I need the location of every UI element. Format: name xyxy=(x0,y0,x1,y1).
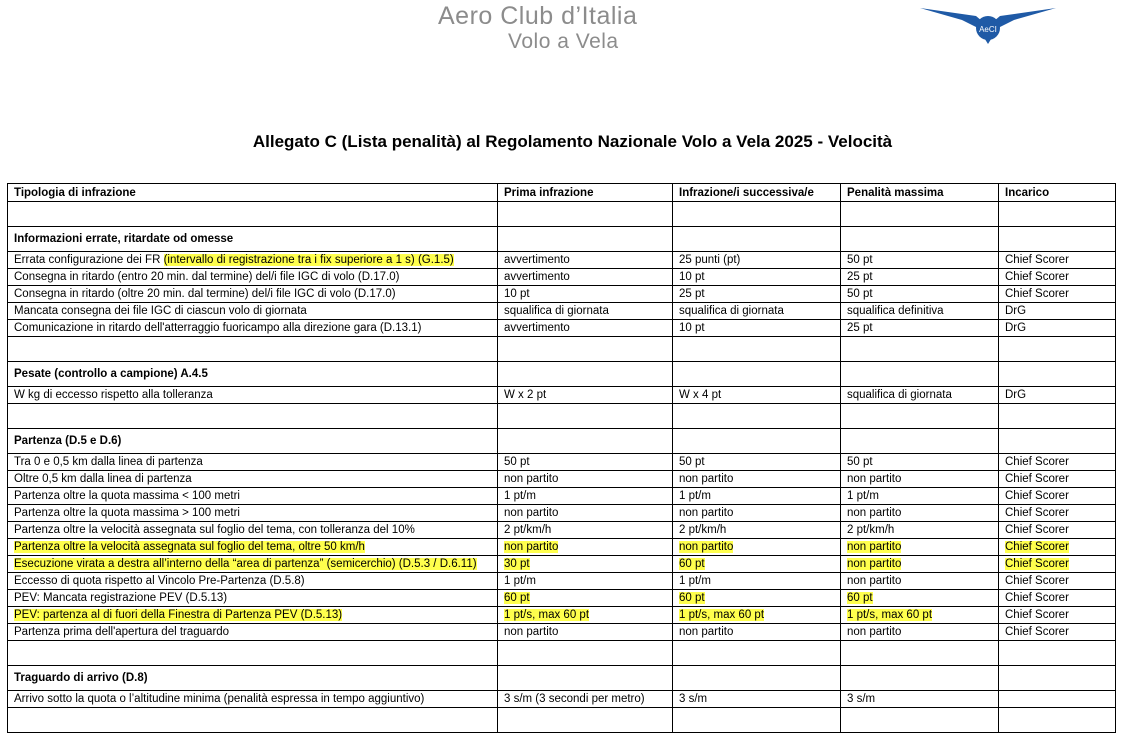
max-text: 50 pt xyxy=(847,456,873,468)
blank-cell xyxy=(673,708,841,733)
cell-role xyxy=(999,573,1116,590)
cell-role xyxy=(999,269,1116,286)
blank-cell xyxy=(498,337,673,362)
cell-infraction xyxy=(8,387,498,404)
next-text: non partito xyxy=(679,541,734,553)
cell-next xyxy=(673,573,841,590)
blank-cell xyxy=(498,404,673,429)
cell-next xyxy=(673,269,841,286)
infraction-text: PEV: Mancata registrazione PEV (D.5.13) xyxy=(14,592,228,604)
cell-first xyxy=(498,471,673,488)
blank-row xyxy=(8,641,1116,666)
next-text: non partito xyxy=(679,626,734,638)
cell-role xyxy=(999,303,1116,320)
section-title: Informazioni errate, ritardate od omesse xyxy=(8,227,498,252)
cell-first xyxy=(498,387,673,404)
max-text: 3 s/m xyxy=(847,693,876,705)
first-text: 3 s/m (3 secondi per metro) xyxy=(504,693,645,705)
cell-next xyxy=(673,320,841,337)
section-empty-cell xyxy=(673,666,841,691)
cell-next xyxy=(673,286,841,303)
cell-next xyxy=(673,590,841,607)
blank-cell xyxy=(999,641,1116,666)
first-text: avvertimento xyxy=(504,254,570,266)
infraction-text: Oltre 0,5 km dalla linea di partenza xyxy=(14,473,192,485)
section-empty-cell xyxy=(841,227,999,252)
cell-max xyxy=(841,539,999,556)
infraction-text: Mancata consegna dei file IGC di ciascun volo di giornata xyxy=(14,305,307,317)
role-text: Chief Scorer xyxy=(1005,575,1069,587)
infraction-text: Comunicazione in ritardo dell'atterraggio fuoricampo alla direzione gara (D.13.1) xyxy=(14,322,422,334)
cell-max xyxy=(841,471,999,488)
infraction-text: Partenza prima dell'apertura del traguardo xyxy=(14,626,230,638)
section-empty-cell xyxy=(498,666,673,691)
cell-next xyxy=(673,488,841,505)
max-text: non partito xyxy=(847,558,902,570)
cell-infraction xyxy=(8,624,498,641)
header-row xyxy=(8,184,1116,202)
cell-first xyxy=(498,539,673,556)
cell-max xyxy=(841,590,999,607)
section-empty-cell xyxy=(673,362,841,387)
cell-role xyxy=(999,539,1116,556)
first-text: avvertimento xyxy=(504,271,570,283)
table-row xyxy=(8,252,1116,269)
blank-cell xyxy=(498,641,673,666)
section-row xyxy=(8,362,1116,387)
role-text: Chief Scorer xyxy=(1005,609,1069,621)
cell-first xyxy=(498,454,673,471)
infraction-text: Consegna in ritardo (oltre 20 min. dal termine) del/i file IGC di volo (D.17.0) xyxy=(14,288,396,300)
blank-cell xyxy=(841,337,999,362)
cell-first xyxy=(498,624,673,641)
document-title: Allegato C (Lista penalità) al Regolamento Nazionale Volo a Vela 2025 - Velocità xyxy=(252,132,893,151)
cell-next xyxy=(673,522,841,539)
cell-infraction xyxy=(8,488,498,505)
cell-first xyxy=(498,573,673,590)
section-row xyxy=(8,227,1116,252)
cell-max xyxy=(841,286,999,303)
col-header-first: Prima infrazione xyxy=(498,184,673,202)
table-row xyxy=(8,539,1116,556)
next-text: 60 pt xyxy=(679,592,705,604)
cell-next xyxy=(673,556,841,573)
role-text: Chief Scorer xyxy=(1005,558,1069,570)
table-row xyxy=(8,488,1116,505)
col-header-max: Penalità massima xyxy=(841,184,999,202)
header-org-name: Aero Club d’Italia xyxy=(438,2,638,30)
infraction-text: Errata configurazione dei FR xyxy=(14,254,164,266)
cell-role xyxy=(999,471,1116,488)
cell-infraction xyxy=(8,471,498,488)
first-text: non partito xyxy=(504,473,559,485)
infraction-text: Consegna in ritardo (entro 20 min. dal termine) del/i file IGC di volo (D.17.0) xyxy=(14,271,400,283)
role-text: Chief Scorer xyxy=(1005,288,1069,300)
cell-infraction xyxy=(8,454,498,471)
blank-cell xyxy=(498,202,673,227)
logo-text: AeCI xyxy=(979,25,997,34)
first-text: avvertimento xyxy=(504,322,570,334)
table-row xyxy=(8,269,1116,286)
infraction-text: W kg di eccesso rispetto alla tolleranza xyxy=(14,389,213,401)
section-empty-cell xyxy=(498,362,673,387)
cell-max xyxy=(841,573,999,590)
first-text: squalifica di giornata xyxy=(504,305,609,317)
infraction-text: Partenza oltre la quota massima < 100 metri xyxy=(14,490,240,502)
table-row xyxy=(8,556,1116,573)
table-row xyxy=(8,522,1116,539)
section-empty-cell xyxy=(999,429,1116,454)
col-header-infraction: Tipologia di infrazione xyxy=(8,184,498,202)
blank-cell xyxy=(999,708,1116,733)
cell-first xyxy=(498,320,673,337)
infraction-text: Esecuzione virata a destra all’interno della “area di partenza” (semicerchio) (D.5.3 / D.6.11) xyxy=(14,558,477,570)
first-text: non partito xyxy=(504,541,559,553)
max-text: squalifica definitiva xyxy=(847,305,944,317)
role-text: Chief Scorer xyxy=(1005,541,1069,553)
first-text: 60 pt xyxy=(504,592,530,604)
first-text: non partito xyxy=(504,626,559,638)
cell-max xyxy=(841,691,999,708)
next-text: W x 4 pt xyxy=(679,389,722,401)
first-text: W x 2 pt xyxy=(504,389,547,401)
next-text: 10 pt xyxy=(679,271,705,283)
cell-infraction xyxy=(8,573,498,590)
cell-role xyxy=(999,387,1116,404)
cell-max xyxy=(841,269,999,286)
infraction-text: PEV: partenza al di fuori della Finestra di Partenza PEV (D.5.13) xyxy=(14,609,343,621)
section-title: Partenza (D.5 e D.6) xyxy=(8,429,498,454)
table-row xyxy=(8,590,1116,607)
blank-cell xyxy=(999,337,1116,362)
cell-first xyxy=(498,303,673,320)
blank-cell xyxy=(673,641,841,666)
infraction-text: Arrivo sotto la quota o l’altitudine minima (penalità espressa in tempo aggiuntivo) xyxy=(14,693,425,705)
section-empty-cell xyxy=(841,429,999,454)
section-empty-cell xyxy=(498,227,673,252)
first-text: 10 pt xyxy=(504,288,530,300)
section-empty-cell xyxy=(841,666,999,691)
table-row xyxy=(8,607,1116,624)
cell-max xyxy=(841,488,999,505)
cell-infraction xyxy=(8,590,498,607)
blank-cell xyxy=(8,708,498,733)
cell-infraction xyxy=(8,269,498,286)
next-text: 2 pt/km/h xyxy=(679,524,727,536)
col-header-next: Infrazione/i successiva/e xyxy=(673,184,841,202)
max-text: 2 pt/km/h xyxy=(847,524,895,536)
role-text: Chief Scorer xyxy=(1005,524,1069,536)
cell-role xyxy=(999,488,1116,505)
role-text: DrG xyxy=(1005,322,1027,334)
cell-role xyxy=(999,522,1116,539)
cell-infraction xyxy=(8,320,498,337)
section-row xyxy=(8,666,1116,691)
penalties-table xyxy=(7,183,1116,733)
table-row xyxy=(8,624,1116,641)
aeci-logo-icon xyxy=(918,4,1058,46)
cell-role xyxy=(999,691,1116,708)
cell-role xyxy=(999,286,1116,303)
section-empty-cell xyxy=(999,227,1116,252)
next-text: 50 pt xyxy=(679,456,705,468)
section-empty-cell xyxy=(673,227,841,252)
cell-max xyxy=(841,505,999,522)
cell-next xyxy=(673,691,841,708)
cell-first xyxy=(498,607,673,624)
max-text: 60 pt xyxy=(847,592,873,604)
cell-first xyxy=(498,269,673,286)
role-text: Chief Scorer xyxy=(1005,456,1069,468)
cell-max xyxy=(841,303,999,320)
table-row xyxy=(8,471,1116,488)
cell-max xyxy=(841,522,999,539)
cell-role xyxy=(999,607,1116,624)
cell-next xyxy=(673,505,841,522)
cell-role xyxy=(999,320,1116,337)
blank-cell xyxy=(498,708,673,733)
cell-next xyxy=(673,303,841,320)
cell-first xyxy=(498,488,673,505)
blank-cell xyxy=(673,404,841,429)
cell-role xyxy=(999,252,1116,269)
cell-role xyxy=(999,556,1116,573)
table-row xyxy=(8,286,1116,303)
infraction-text: Partenza oltre la velocità assegnata sul foglio del tema, oltre 50 km/h xyxy=(14,541,365,553)
cell-first xyxy=(498,252,673,269)
blank-cell xyxy=(841,708,999,733)
cell-max xyxy=(841,624,999,641)
role-text: DrG xyxy=(1005,389,1027,401)
role-text: Chief Scorer xyxy=(1005,490,1069,502)
role-text: DrG xyxy=(1005,305,1027,317)
infraction-text: Eccesso di quota rispetto al Vincolo Pre-Partenza (D.5.8) xyxy=(14,575,305,587)
blank-cell xyxy=(8,202,498,227)
cell-first xyxy=(498,590,673,607)
cell-infraction xyxy=(8,522,498,539)
section-empty-cell xyxy=(498,429,673,454)
blank-row xyxy=(8,708,1116,733)
first-text: non partito xyxy=(504,507,559,519)
blank-row xyxy=(8,202,1116,227)
cell-first xyxy=(498,522,673,539)
infraction-text: Partenza oltre la velocità assegnata sul foglio del tema, con tolleranza del 10% xyxy=(14,524,415,536)
header-org-sub: Volo a Vela xyxy=(508,30,619,53)
cell-infraction xyxy=(8,252,498,269)
blank-cell xyxy=(673,202,841,227)
first-text: 2 pt/km/h xyxy=(504,524,552,536)
cell-infraction xyxy=(8,556,498,573)
next-text: 25 punti (pt) xyxy=(679,254,741,266)
cell-next xyxy=(673,454,841,471)
cell-role xyxy=(999,624,1116,641)
role-text: Chief Scorer xyxy=(1005,626,1069,638)
blank-cell xyxy=(841,202,999,227)
cell-infraction xyxy=(8,607,498,624)
cell-first xyxy=(498,505,673,522)
role-text: Chief Scorer xyxy=(1005,271,1069,283)
cell-infraction xyxy=(8,539,498,556)
role-text: Chief Scorer xyxy=(1005,254,1069,266)
cell-next xyxy=(673,607,841,624)
cell-next xyxy=(673,471,841,488)
max-text: 50 pt xyxy=(847,288,873,300)
next-text: 60 pt xyxy=(679,558,705,570)
max-text: 25 pt xyxy=(847,271,873,283)
cell-max xyxy=(841,387,999,404)
next-text: 1 pt/m xyxy=(679,490,711,502)
section-empty-cell xyxy=(673,429,841,454)
cell-max xyxy=(841,607,999,624)
table-row xyxy=(8,320,1116,337)
section-empty-cell xyxy=(841,362,999,387)
max-text: squalifica di giornata xyxy=(847,389,952,401)
max-text: non partito xyxy=(847,541,902,553)
section-row xyxy=(8,429,1116,454)
max-text: non partito xyxy=(847,575,902,587)
next-text: 25 pt xyxy=(679,288,705,300)
max-text: 50 pt xyxy=(847,254,873,266)
table-row xyxy=(8,387,1116,404)
next-text: 1 pt/m xyxy=(679,575,711,587)
cell-infraction xyxy=(8,691,498,708)
cell-infraction xyxy=(8,303,498,320)
section-title: Traguardo di arrivo (D.8) xyxy=(8,666,498,691)
next-text: 10 pt xyxy=(679,322,705,334)
table-row xyxy=(8,454,1116,471)
role-text: Chief Scorer xyxy=(1005,507,1069,519)
section-title: Pesate (controllo a campione) A.4.5 xyxy=(8,362,498,387)
next-text: non partito xyxy=(679,473,734,485)
table-row xyxy=(8,573,1116,590)
cell-infraction xyxy=(8,286,498,303)
cell-infraction xyxy=(8,505,498,522)
next-text: squalifica di giornata xyxy=(679,305,784,317)
cell-max xyxy=(841,252,999,269)
blank-cell xyxy=(841,641,999,666)
first-text: 1 pt/m xyxy=(504,575,536,587)
max-text: 1 pt/s, max 60 pt xyxy=(847,609,933,621)
blank-cell xyxy=(841,404,999,429)
blank-cell xyxy=(673,337,841,362)
max-text: 25 pt xyxy=(847,322,873,334)
first-text: 50 pt xyxy=(504,456,530,468)
first-text: 1 pt/m xyxy=(504,490,536,502)
cell-role xyxy=(999,590,1116,607)
table-row xyxy=(8,505,1116,522)
infraction-highlight: (intervallo di registrazione tra i fix superiore a 1 s) (G.1.5) xyxy=(163,254,454,266)
next-text: non partito xyxy=(679,507,734,519)
infraction-text: Tra 0 e 0,5 km dalla linea di partenza xyxy=(14,456,203,468)
infraction-text: Partenza oltre la quota massima > 100 metri xyxy=(14,507,240,519)
cell-max xyxy=(841,320,999,337)
role-text: Chief Scorer xyxy=(1005,473,1069,485)
cell-first xyxy=(498,691,673,708)
cell-role xyxy=(999,454,1116,471)
table-row xyxy=(8,691,1116,708)
next-text: 1 pt/s, max 60 pt xyxy=(679,609,765,621)
cell-next xyxy=(673,252,841,269)
table-row xyxy=(8,303,1116,320)
section-empty-cell xyxy=(999,362,1116,387)
section-empty-cell xyxy=(999,666,1116,691)
blank-cell xyxy=(999,202,1116,227)
blank-row xyxy=(8,337,1116,362)
cell-first xyxy=(498,556,673,573)
cell-role xyxy=(999,505,1116,522)
first-text: 1 pt/s, max 60 pt xyxy=(504,609,590,621)
blank-cell xyxy=(8,337,498,362)
blank-row xyxy=(8,404,1116,429)
blank-cell xyxy=(8,404,498,429)
col-header-role: Incarico xyxy=(999,184,1116,202)
blank-cell xyxy=(999,404,1116,429)
cell-max xyxy=(841,454,999,471)
max-text: non partito xyxy=(847,507,902,519)
cell-next xyxy=(673,624,841,641)
max-text: 1 pt/m xyxy=(847,490,879,502)
first-text: 30 pt xyxy=(504,558,530,570)
cell-next xyxy=(673,387,841,404)
next-text: 3 s/m xyxy=(679,693,708,705)
max-text: non partito xyxy=(847,626,902,638)
role-text: Chief Scorer xyxy=(1005,592,1069,604)
max-text: non partito xyxy=(847,473,902,485)
cell-max xyxy=(841,556,999,573)
cell-next xyxy=(673,539,841,556)
cell-first xyxy=(498,286,673,303)
blank-cell xyxy=(8,641,498,666)
